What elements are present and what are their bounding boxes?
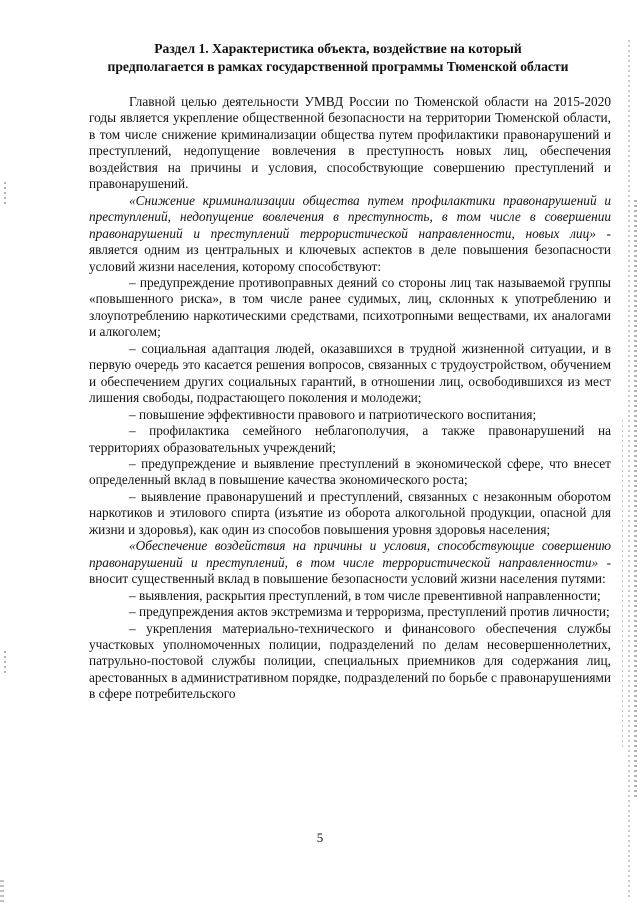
list-item: – предупреждение и выявление преступлений в экономической сфере, что внесет определенный вклад в повышение качества экономического роста; [89, 455, 611, 488]
scan-edge-artifact [0, 880, 4, 905]
scan-edge-artifact [628, 40, 630, 900]
list-item: – предупреждение противоправных деяний со стороны лиц так называемой группы «повышенного риска», в том числе ранее судимых, лиц, склонных к употреблению и злоупотреблению наркотическими средствами, психотропными веществами, их аналогами и алкоголем; [89, 274, 611, 340]
page-number: 5 [316, 830, 324, 845]
paragraph: «Обеспечение воздействия на причины и условия, способствующие совершению правонарушений и преступлений, в том числе террористической направленности» - вносит существенный вклад в повышение безопасности условий жизни населения путями: [89, 538, 612, 587]
list-item: – социальная адаптация людей, оказавшихся в трудной жизненной ситуации, и в первую очередь это касается решения вопросов, связанных с трудоустройством, обучением и обеспечением других социальных гарантий, в отношении лиц, освободившихся из мест лишения свободы, подрастающего поколения и молодежи; [89, 340, 611, 406]
scan-edge-artifact [4, 182, 6, 204]
list-item: – предупреждения актов экстремизма и терроризма, преступлений против личности; [129, 604, 610, 620]
italic-phrase: «Обеспечение воздействия на причины и условия, способствующие совершению правонарушений и преступлений, в том числе террористической направленности» [89, 538, 611, 570]
section-title-line-2: предполагается в рамках государственной программы Тюменской области [107, 58, 569, 74]
list-item: – выявления, раскрытия преступлений, в том числе превентивной направленности; [129, 587, 601, 603]
list-item: – профилактика семейного неблагополучия, а также правонарушений на территориях образовательных учреждений; [89, 423, 611, 455]
list-item: – выявление правонарушений и преступлений, связанных с незаконным оборотом наркотиков и этилового спирта (изъятие из оборота алкогольной продукции, опасной для жизни и здоровья), как один из способов повышения уровня здоровья населения; [89, 488, 611, 537]
paragraph: «Снижение криминализации общества путем профилактики правонарушений и преступлений, недопущение вовлечения в преступность, в том числе в совершении правонарушений и преступлений террористической направленности, новых лиц» - является одним из центральных и ключевых аспектов в деле повышения безопасности условий жизни населения, которому способствуют: [89, 192, 611, 274]
section-title-line-1: Раздел 1. Характеристика объекта, воздействие на который [154, 41, 522, 56]
list-item: – укрепления материально-технического и финансового обеспечения службы участковых уполномоченных полиции, подразделений по делам несовершеннолетних, патрульно-постовой службы полиции, специальных приемников для содержания лиц, арестованных в административном порядке, подразделений по борьбе с правонарушениями в сфере потребительского [89, 620, 611, 702]
scan-edge-artifact [4, 651, 6, 673]
scan-edge-artifact [634, 200, 637, 800]
section-title [60, 40, 616, 75]
document-body [89, 94, 611, 703]
list-item: – повышение эффективности правового и патриотического воспитания; [129, 406, 537, 422]
paragraph: Главной целью деятельности УМВД России по Тюменской области на 2015-2020 годы является укрепление общественной безопасности на территории Тюменской области, в том числе снижение криминализации общества путем профилактики правонарушений и преступлений, недопущение вовлечения в преступность новых лиц, обеспечения воздействия на причины и условия, способствующие совершению преступлений и правонарушений. [89, 94, 611, 192]
scan-edge-artifact [622, 420, 623, 750]
italic-phrase: «Снижение криминализации общества путем профилактики правонарушений и преступлений, недопущение вовлечения в преступность, в том числе в совершении правонарушений и преступлений террористической направленности, новых лиц» [89, 192, 611, 241]
